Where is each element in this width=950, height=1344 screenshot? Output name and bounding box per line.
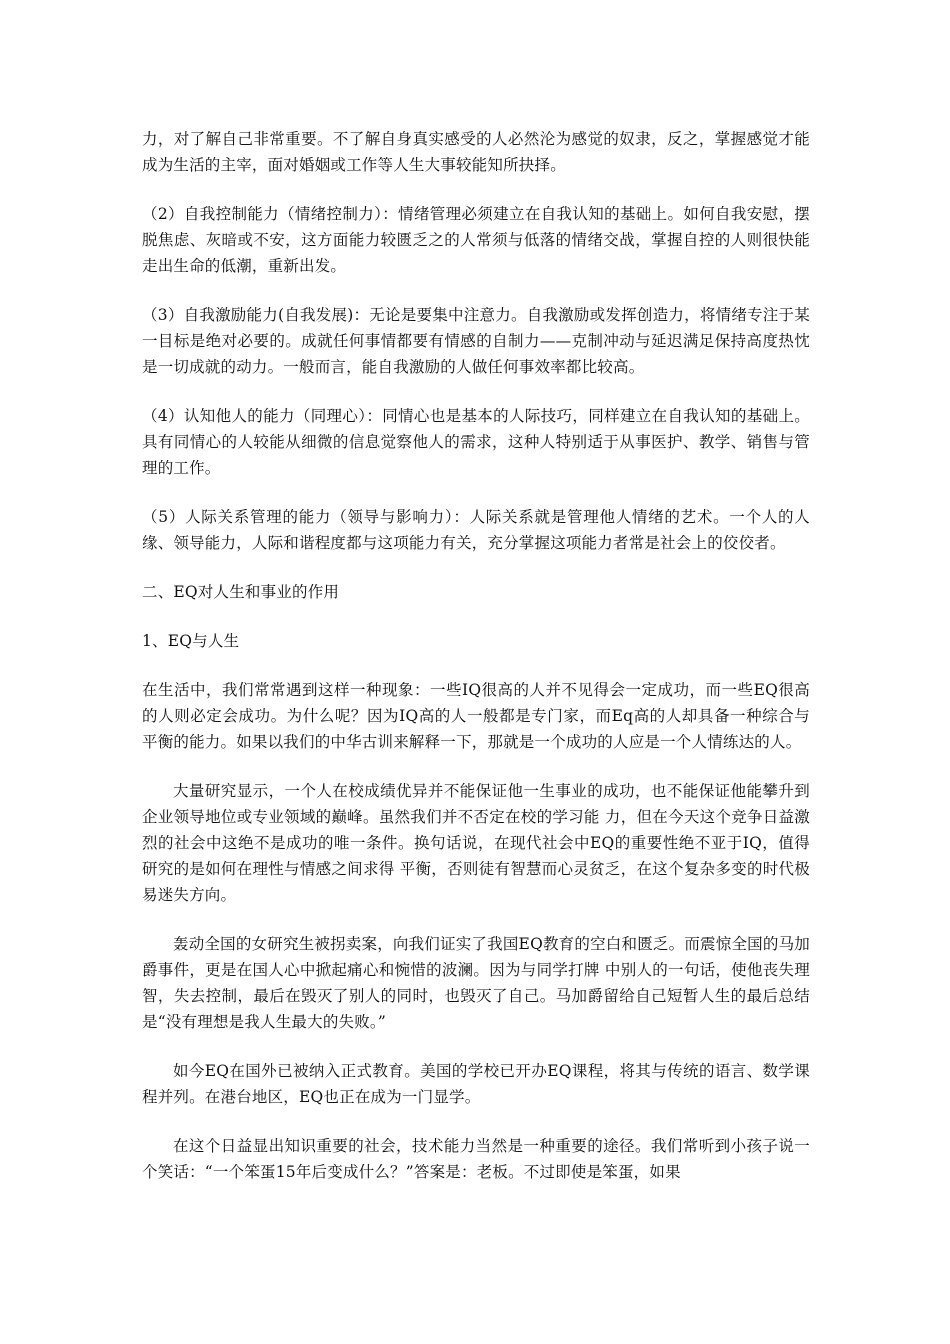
paragraph-eq-education: 如今EQ在国外已被纳入正式教育。美国的学校已开办EQ课程，将其与传统的语言、数学课程并列。在港台地区，EQ也正在成为一门显学。 (142, 1062, 810, 1106)
paragraph-relationship-management: （5）人际关系管理的能力（领导与影响力）：人际关系就是管理他人情绪的艺术。一个人的人缘、领导能力，人际和谐程度都与这项能力有关，充分掌握这项能力者常是社会上的佼佼者。 (142, 508, 810, 552)
paragraph-self-control: （2）自我控制能力（情绪控制力）：情绪管理必须建立在自我认知的基础上。如何自我安慰，摆脱焦虑、灰暗或不安，这方面能力较匮乏之的人常须与低落的情绪交战，掌握自控的人则很快能走出生命的低潮，重新出发。 (142, 205, 810, 275)
document-page (142, 126, 810, 1208)
paragraph-knowledge-society: 在这个日益显出知识重要的社会，技术能力当然是一种重要的途径。我们常听到小孩子说一个笑话：“一个笨蛋15年后变成什么？”答案是：老板。不过即使是笨蛋，如果 (142, 1137, 810, 1181)
paragraph-self-awareness-end: 力，对了解自己非常重要。不了解自身真实感受的人必然沦为感觉的奴隶，反之，掌握感觉才能成为生活的主宰，面对婚姻或工作等人生大事较能知所抉择。 (142, 130, 810, 174)
paragraph-research: 大量研究显示，一个人在校成绩优异并不能保证他一生事业的成功，也不能保证他能攀升到企业领导地位或专业领域的巅峰。虽然我们并不否定在校的学习能 力，但在今天这个竞争日益激烈的社会中这绝不是成功的唯一条件。换句话说，在现代社会中EQ的重要性绝不亚于IQ，值得研究的是如何在理性与情感之间求得 平衡，否则徒有智慧而心灵贫乏，在这个复杂多变的时代极易迷失方向。 (142, 782, 810, 904)
paragraph-eq-vs-iq: 在生活中，我们常常遇到这样一种现象：一些IQ很高的人并不见得会一定成功，而一些EQ很高的人则必定会成功。为什么呢？因为IQ高的人一般都是专门家，而Eq高的人却具备一种综合与平衡的能力。如果以我们的中华古训来解释一下，那就是一个成功的人应是一个人情练达的人。 (142, 681, 810, 751)
paragraph-empathy: （4）认知他人的能力（同理心）：同情心也是基本的人际技巧，同样建立在自我认知的基础上。具有同情心的人较能从细微的信息觉察他人的需求，这种人特别适于从事医护、教学、销售与管理的工作。 (142, 407, 810, 477)
section-heading-eq-role: 二、EQ对人生和事业的作用 (142, 583, 340, 601)
subsection-heading-eq-life: 1、EQ与人生 (142, 632, 240, 650)
paragraph-self-motivation: （3）自我激励能力(自我发展)：无论是要集中注意力。自我激励或发挥创造力，将情绪专注于某一目标是绝对必要的。成就任何事情都要有情感的自制力——克制冲动与延迟满足保持高度热忱是一切成就的动力。一般而言，能自我激励的人做任何事效率都比较高。 (142, 306, 810, 376)
paragraph-cases: 轰动全国的女研究生被拐卖案，向我们证实了我国EQ教育的空白和匮乏。而震惊全国的马加爵事件，更是在国人心中掀起痛心和惋惜的波澜。因为与同学打牌 中别人的一句话，使他丧失理智，失去控制，最后在毁灭了别人的同时，也毁灭了自己。马加爵留给自己短暂人生的最后总结是“没有理想是我人生最大的失败。” (142, 935, 810, 1031)
